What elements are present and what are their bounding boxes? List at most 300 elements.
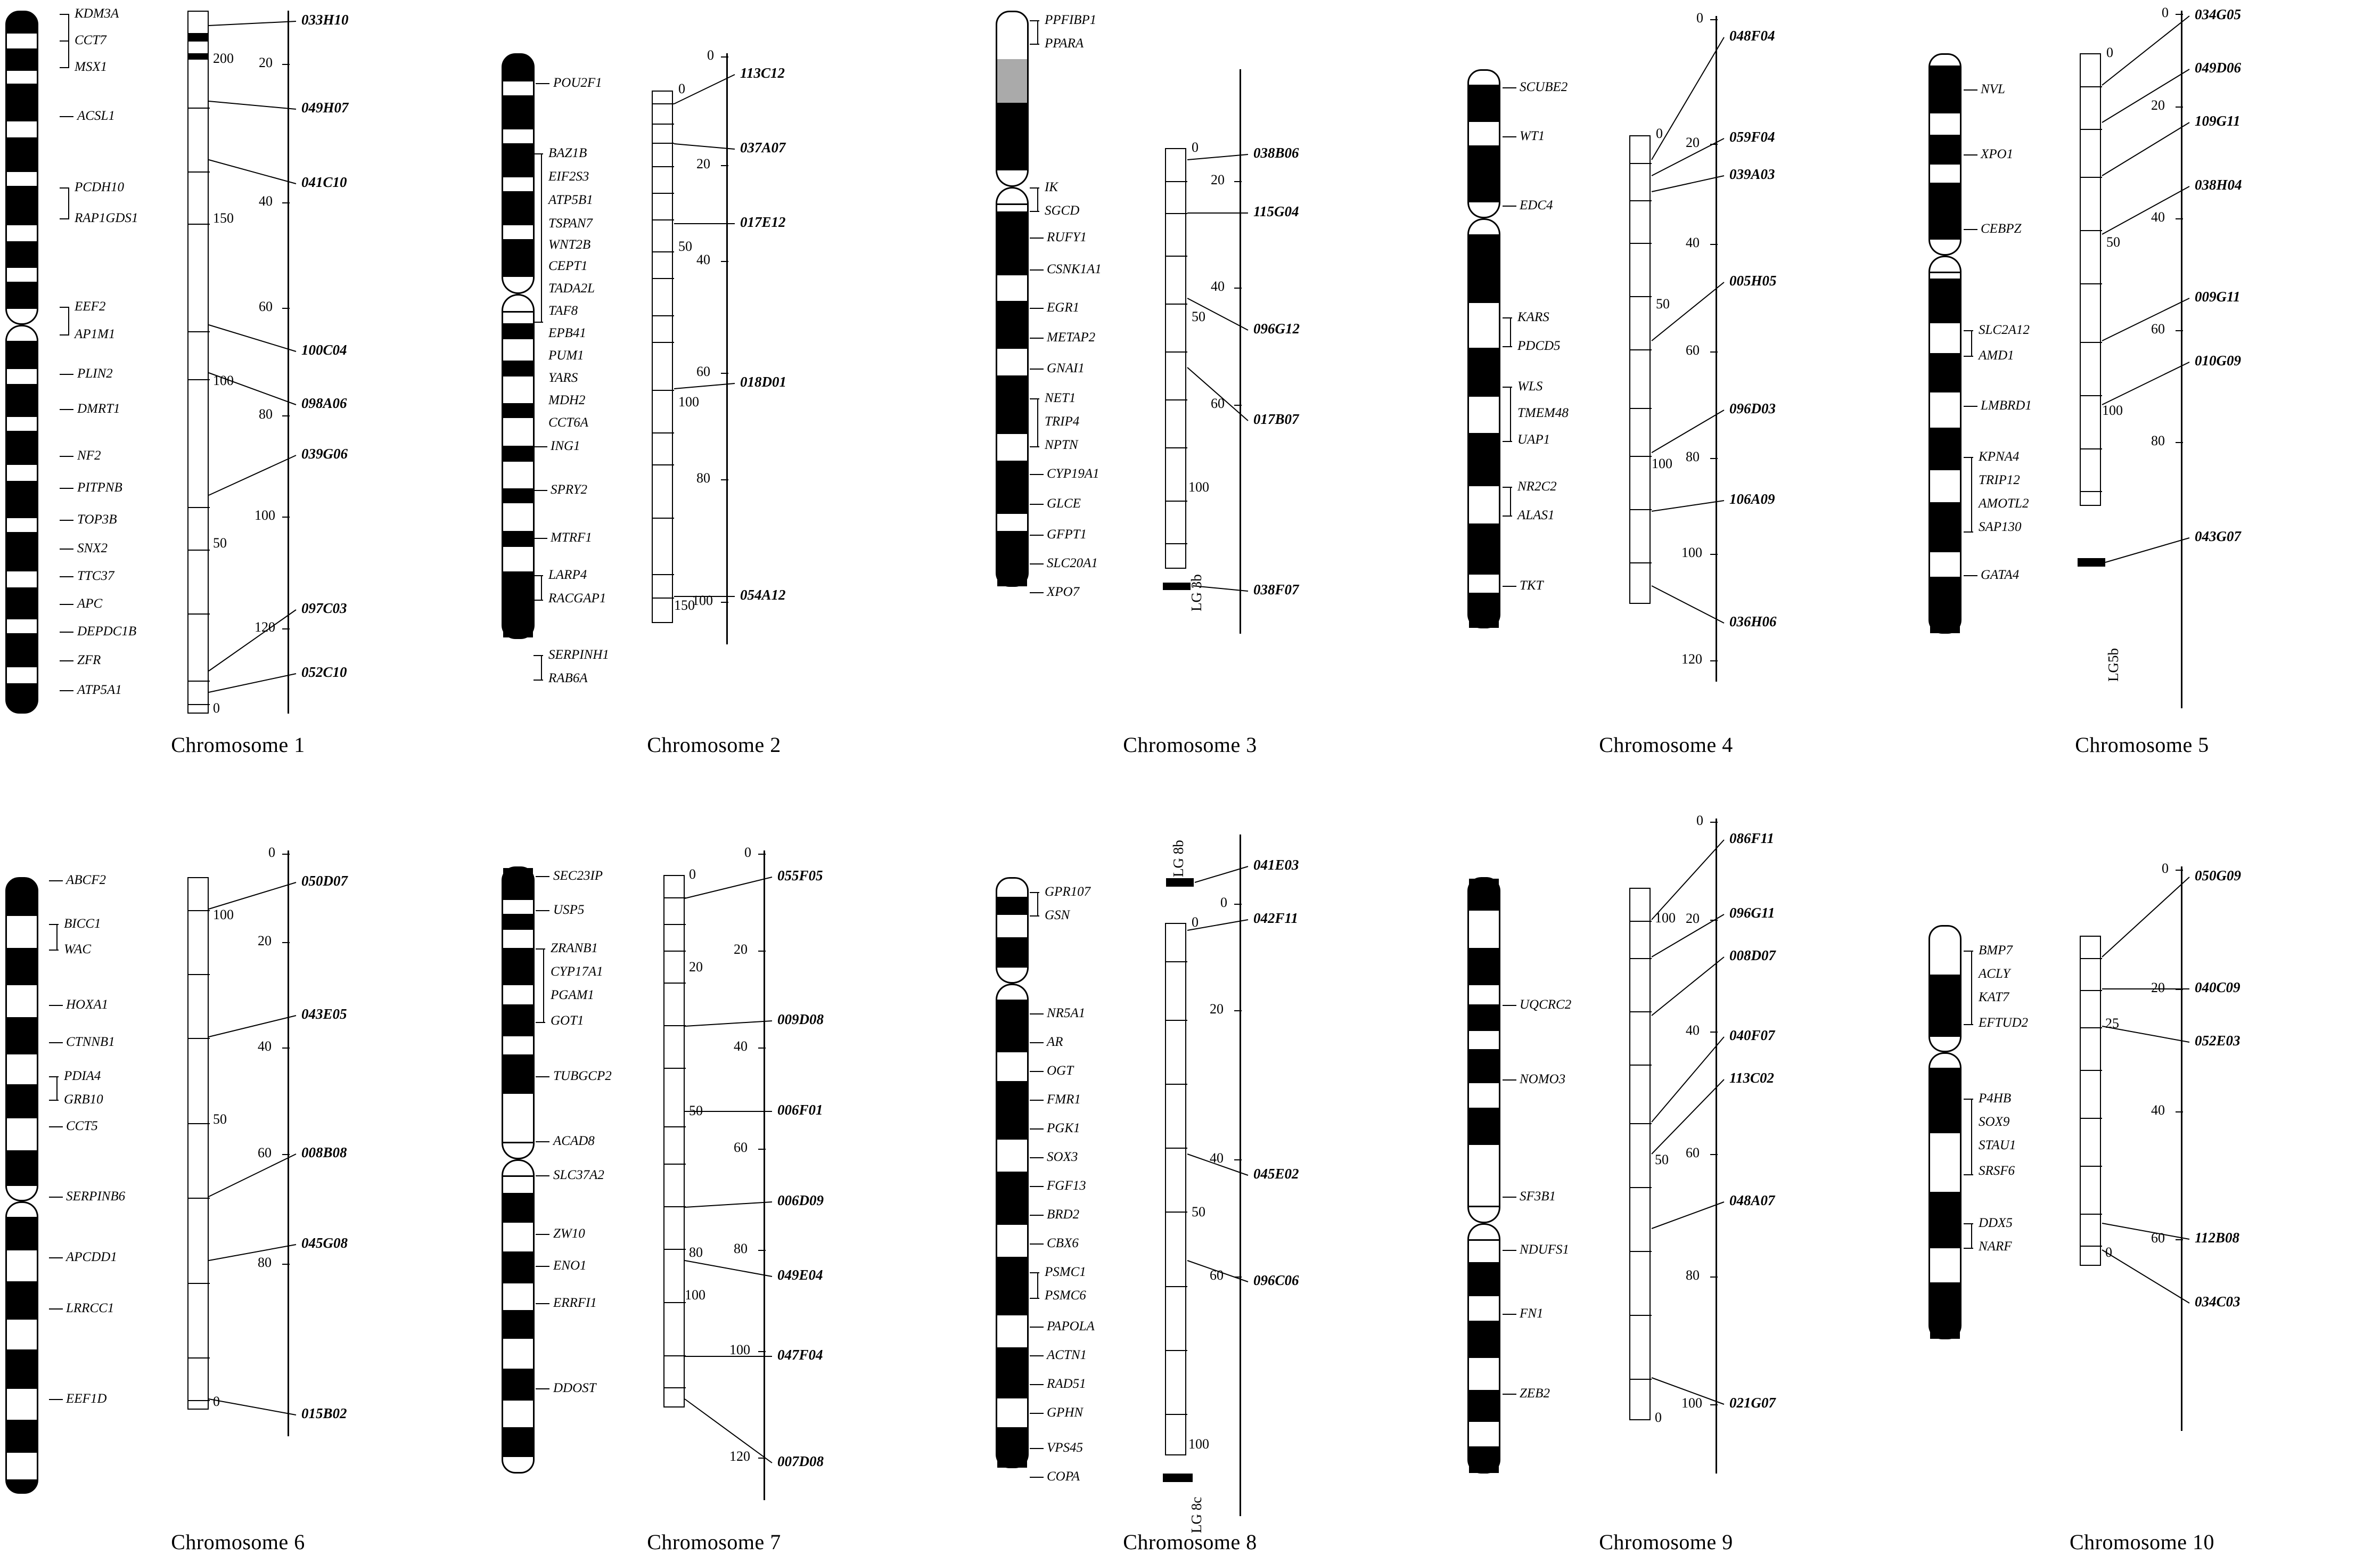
gene-label: BRD2 bbox=[1047, 1207, 1080, 1222]
gene-label: WNT2B bbox=[548, 238, 591, 252]
lg-scale-label: 100 bbox=[685, 1287, 705, 1303]
gene-label: ACAD8 bbox=[553, 1134, 595, 1148]
gene-label: SAP130 bbox=[1979, 520, 2022, 534]
bac-clone-label: 100C04 bbox=[301, 342, 347, 358]
panel-caption: Chromosome 5 bbox=[2075, 733, 2209, 757]
lg-scale-label: 150 bbox=[213, 210, 234, 226]
lg-scale-label: 50 bbox=[2106, 234, 2120, 250]
gene-label: KAT7 bbox=[1979, 990, 2009, 1004]
bac-clone-label: 050D07 bbox=[301, 873, 348, 889]
gene-label: ZRANB1 bbox=[551, 941, 598, 955]
gene-label: UAP1 bbox=[1517, 432, 1550, 447]
panel-chromosome-9 bbox=[1428, 781, 1904, 1562]
gene-label: GNAI1 bbox=[1047, 361, 1085, 375]
gene-label: EPB41 bbox=[548, 326, 586, 340]
gene-label: GSN bbox=[1045, 908, 1070, 922]
gene-label: AMD1 bbox=[1979, 348, 2014, 363]
lg-scale-label: 50 bbox=[689, 1103, 703, 1118]
axis-tick-label: 100 bbox=[255, 508, 275, 523]
bac-clone-label: 055F05 bbox=[777, 868, 823, 883]
axis-tick-label: 0 bbox=[1696, 10, 1703, 26]
gene-label: PSMC6 bbox=[1045, 1288, 1086, 1303]
gene-label: ALAS1 bbox=[1517, 508, 1555, 522]
gene-label: XPO7 bbox=[1047, 585, 1080, 599]
gene-label: LMBRD1 bbox=[1981, 398, 2032, 413]
gene-label: CCT7 bbox=[75, 33, 106, 47]
gene-label: PUM1 bbox=[548, 348, 584, 363]
axis-tick-label: 20 bbox=[258, 933, 272, 948]
axis-tick-label: 120 bbox=[1681, 651, 1702, 667]
panel-caption: Chromosome 4 bbox=[1599, 733, 1733, 757]
gene-label: ZW10 bbox=[553, 1226, 585, 1241]
lg-scale-label: 0 bbox=[1192, 140, 1199, 155]
gene-label: ACTN1 bbox=[1047, 1348, 1087, 1362]
axis-tick-label: 40 bbox=[734, 1038, 748, 1054]
bac-clone-label: 109G11 bbox=[2195, 113, 2241, 129]
bac-clone-label: 050G09 bbox=[2195, 868, 2241, 883]
axis-tick-label: 100 bbox=[692, 593, 713, 608]
gene-label: PITPNB bbox=[77, 480, 122, 495]
gene-label: SGCD bbox=[1045, 203, 1080, 218]
connector-lines-chr5 bbox=[1904, 0, 2380, 746]
lg-scale-label: 100 bbox=[2102, 403, 2123, 418]
gene-label: APC bbox=[77, 596, 103, 611]
gene-label: RAP1GDS1 bbox=[75, 211, 138, 225]
bac-clone-label: 096G11 bbox=[1729, 905, 1775, 921]
bac-clone-label: 007D08 bbox=[777, 1453, 824, 1469]
axis-tick-label: 60 bbox=[1686, 342, 1700, 358]
panel-caption: Chromosome 6 bbox=[171, 1530, 305, 1554]
gene-label: PGK1 bbox=[1047, 1121, 1080, 1135]
bac-clone-label: 054A12 bbox=[740, 587, 786, 603]
bac-clone-label: 009G11 bbox=[2195, 289, 2241, 305]
gene-label: TSPAN7 bbox=[548, 216, 593, 231]
bac-clone-label: 034C03 bbox=[2195, 1294, 2241, 1310]
axis-tick-label: 60 bbox=[258, 1145, 272, 1160]
bac-clone-label: 048F04 bbox=[1729, 28, 1775, 44]
lg-scale-label: 50 bbox=[1656, 296, 1670, 312]
gene-label: ZFR bbox=[77, 653, 101, 667]
connector-lines-chr10 bbox=[1904, 781, 2380, 1527]
axis-tick-label: 80 bbox=[2151, 433, 2165, 448]
lg-scale-label: 0 bbox=[2106, 45, 2113, 60]
gene-label: TRIP4 bbox=[1045, 414, 1080, 429]
axis-tick-label: 60 bbox=[1686, 1145, 1700, 1160]
gene-label: PGAM1 bbox=[551, 988, 594, 1002]
gene-label: TOP3B bbox=[77, 512, 117, 527]
bac-clone-label: 048A07 bbox=[1729, 1192, 1775, 1208]
bac-clone-label: 015B02 bbox=[301, 1405, 347, 1421]
gene-label: ATP5B1 bbox=[548, 193, 593, 207]
lg-scale-label: 100 bbox=[1655, 910, 1676, 926]
gene-label: UQCRC2 bbox=[1520, 997, 1572, 1012]
axis-tick-label: 80 bbox=[1686, 1267, 1700, 1283]
panel-chromosome-5 bbox=[1904, 0, 2380, 781]
panel-caption: Chromosome 1 bbox=[171, 733, 305, 757]
axis-tick-label: 60 bbox=[1211, 396, 1225, 411]
gene-label: NARF bbox=[1979, 1239, 2012, 1254]
axis-tick-label: 0 bbox=[1696, 813, 1703, 828]
gene-label: ABCF2 bbox=[66, 873, 106, 887]
axis-tick-label: 40 bbox=[259, 193, 273, 209]
gene-label: TRIP12 bbox=[1979, 473, 2020, 487]
bac-clone-label: 052C10 bbox=[301, 664, 347, 680]
bac-clone-label: 115G04 bbox=[1253, 203, 1299, 219]
gene-label: NR2C2 bbox=[1517, 479, 1557, 494]
gene-label: BAZ1B bbox=[548, 146, 587, 160]
axis-tick-label: 0 bbox=[1220, 895, 1227, 910]
panel-chromosome-4 bbox=[1428, 0, 1904, 781]
bac-clone-label: 038F07 bbox=[1253, 582, 1299, 598]
lg-scale-label: 50 bbox=[1655, 1152, 1669, 1167]
gene-label: DDX5 bbox=[1979, 1216, 2013, 1230]
gene-label: KDM3A bbox=[75, 6, 119, 21]
gene-label: POU2F1 bbox=[553, 76, 602, 90]
gene-label: TTC37 bbox=[77, 569, 114, 583]
lg-scale-label: 0 bbox=[689, 866, 696, 882]
axis-tick-label: 20 bbox=[1686, 135, 1700, 150]
lg-scale-label: 50 bbox=[1192, 309, 1205, 324]
gene-label: GFPT1 bbox=[1047, 527, 1087, 542]
gene-label: APCDD1 bbox=[66, 1250, 117, 1264]
bac-clone-label: 038B06 bbox=[1253, 145, 1299, 161]
gene-label: KARS bbox=[1517, 310, 1549, 324]
gene-label: PSMC1 bbox=[1045, 1265, 1086, 1279]
bac-clone-label: 038H04 bbox=[2195, 177, 2242, 193]
gene-label: TADA2L bbox=[548, 281, 595, 296]
gene-label: PPFIBP1 bbox=[1045, 13, 1097, 27]
gene-label: CSNK1A1 bbox=[1047, 262, 1102, 276]
bac-clone-label: 106A09 bbox=[1729, 491, 1775, 507]
panel-chromosome-10 bbox=[1904, 781, 2380, 1562]
gene-label: NPTN bbox=[1045, 438, 1078, 452]
panel-caption: Chromosome 8 bbox=[1123, 1530, 1257, 1554]
bac-clone-label: 039G06 bbox=[301, 446, 348, 462]
gene-label: SPRY2 bbox=[551, 482, 587, 497]
panel-chromosome-2 bbox=[476, 0, 952, 781]
lg-scale-label: 0 bbox=[2105, 1245, 2112, 1260]
gene-label: NOMO3 bbox=[1520, 1072, 1566, 1086]
bac-clone-label: 010G09 bbox=[2195, 353, 2241, 369]
gene-label: CEBPZ bbox=[1981, 222, 2022, 236]
axis-tick-label: 120 bbox=[729, 1449, 750, 1464]
axis-tick-label: 0 bbox=[2162, 5, 2169, 20]
gene-label: SRSF6 bbox=[1979, 1164, 2015, 1178]
lg-scale-label: 50 bbox=[1192, 1204, 1205, 1220]
gene-label: FGF13 bbox=[1047, 1179, 1086, 1193]
gene-label: NET1 bbox=[1045, 391, 1076, 405]
axis-tick-label: 60 bbox=[259, 299, 273, 314]
gene-label: EFTUD2 bbox=[1979, 1016, 2029, 1030]
lg-scale-label: 20 bbox=[689, 959, 703, 975]
bac-clone-label: 096C06 bbox=[1253, 1272, 1299, 1288]
axis-tick-label: 40 bbox=[1210, 1150, 1224, 1166]
bac-clone-label: 045E02 bbox=[1253, 1166, 1299, 1182]
gene-label: PCDH10 bbox=[75, 180, 125, 194]
gene-label: ENO1 bbox=[553, 1258, 587, 1273]
gene-label: NDUFS1 bbox=[1520, 1242, 1570, 1257]
connector-lines-chr7 bbox=[476, 781, 952, 1527]
bac-clone-label: 045G08 bbox=[301, 1235, 348, 1251]
gene-label: NR5A1 bbox=[1047, 1006, 1086, 1020]
lg-scale-label: 100 bbox=[1188, 479, 1209, 495]
linkage-group-name: LG 8c bbox=[1188, 1496, 1204, 1533]
axis-tick-label: 20 bbox=[1210, 1001, 1224, 1017]
gene-label: CCT6A bbox=[548, 415, 589, 430]
bac-clone-label: 017B07 bbox=[1253, 411, 1299, 427]
gene-label: EDC4 bbox=[1520, 198, 1553, 212]
panel-chromosome-8 bbox=[952, 781, 1428, 1562]
gene-label: GLCE bbox=[1047, 496, 1081, 511]
gene-label: TKT bbox=[1520, 578, 1544, 593]
lg-scale-label: 80 bbox=[689, 1245, 703, 1260]
bac-clone-label: 008D07 bbox=[1729, 947, 1776, 963]
axis-tick-label: 40 bbox=[2151, 209, 2165, 225]
gene-label: DDOST bbox=[553, 1381, 596, 1395]
bac-clone-label: 112B08 bbox=[2195, 1230, 2240, 1246]
lg-scale-label: 100 bbox=[213, 907, 234, 922]
lg-scale-label: 100 bbox=[678, 394, 699, 410]
gene-label: DMRT1 bbox=[77, 402, 120, 416]
connector-lines-chr9 bbox=[1428, 781, 1904, 1527]
gene-label: SERPINB6 bbox=[66, 1189, 126, 1204]
bac-clone-label: 096D03 bbox=[1729, 400, 1776, 416]
axis-tick-label: 60 bbox=[2151, 321, 2165, 337]
gene-label: ACSL1 bbox=[77, 109, 115, 123]
linkage-group-name: LG 3b bbox=[1188, 574, 1204, 611]
gene-label: PDCD5 bbox=[1517, 339, 1561, 353]
gene-label: RACGAP1 bbox=[548, 591, 606, 605]
gene-label: RAD51 bbox=[1047, 1377, 1086, 1391]
gene-label: WAC bbox=[64, 942, 92, 956]
bac-clone-label: 006D09 bbox=[777, 1192, 824, 1208]
axis-tick-label: 40 bbox=[258, 1038, 272, 1054]
gene-label: GATA4 bbox=[1981, 568, 2020, 582]
gene-label: GPR107 bbox=[1045, 885, 1091, 899]
bac-clone-label: 059F04 bbox=[1729, 129, 1775, 145]
panel-caption: Chromosome 10 bbox=[2069, 1530, 2215, 1554]
bac-clone-label: 041C10 bbox=[301, 174, 347, 190]
connector-lines-chr6 bbox=[0, 781, 476, 1527]
bac-clone-label: 018D01 bbox=[740, 374, 786, 390]
lg-scale-label: 0 bbox=[1655, 1410, 1662, 1425]
panel-chromosome-1 bbox=[0, 0, 476, 781]
gene-label: ERRFI1 bbox=[553, 1296, 597, 1310]
panel-caption: Chromosome 3 bbox=[1123, 733, 1257, 757]
gene-label: SERPINH1 bbox=[548, 648, 609, 662]
gene-label: P4HB bbox=[1979, 1091, 2012, 1106]
lg-scale-label: 100 bbox=[213, 373, 234, 388]
gene-label: AMOTL2 bbox=[1979, 496, 2029, 511]
connector-lines-chr3 bbox=[952, 0, 1428, 746]
gene-label: BICC1 bbox=[64, 916, 101, 931]
gene-label: WT1 bbox=[1520, 129, 1545, 143]
axis-tick-label: 40 bbox=[2151, 1102, 2165, 1118]
axis-tick-label: 40 bbox=[1686, 1022, 1700, 1038]
axis-tick-label: 60 bbox=[734, 1140, 748, 1155]
bac-clone-label: 043E05 bbox=[301, 1006, 347, 1022]
gene-label: MTRF1 bbox=[551, 530, 592, 545]
gene-label: DEPDC1B bbox=[77, 624, 137, 639]
gene-label: OGT bbox=[1047, 1063, 1074, 1078]
axis-tick-label: 100 bbox=[729, 1342, 750, 1357]
axis-tick-label: 80 bbox=[1686, 449, 1700, 464]
bac-clone-label: 098A06 bbox=[301, 395, 347, 411]
gene-label: METAP2 bbox=[1047, 330, 1096, 345]
gene-label: VPS45 bbox=[1047, 1441, 1084, 1455]
gene-label: PLIN2 bbox=[77, 366, 113, 381]
bac-clone-label: 113C02 bbox=[1729, 1070, 1775, 1086]
axis-tick-label: 100 bbox=[1681, 545, 1702, 560]
bac-clone-label: 033H10 bbox=[301, 12, 349, 28]
gene-label: BMP7 bbox=[1979, 943, 2013, 958]
gene-label: TAF8 bbox=[548, 304, 578, 318]
axis-tick-label: 20 bbox=[1686, 911, 1700, 926]
axis-tick-label: 80 bbox=[696, 470, 710, 486]
gene-label: SF3B1 bbox=[1520, 1189, 1556, 1204]
axis-tick-label: 80 bbox=[258, 1255, 272, 1270]
lg-scale-label: 0 bbox=[1656, 126, 1663, 141]
axis-tick-label: 0 bbox=[268, 845, 275, 860]
axis-tick-label: 60 bbox=[696, 364, 710, 379]
gene-label: CYP19A1 bbox=[1047, 467, 1099, 481]
axis-tick-label: 60 bbox=[2151, 1230, 2165, 1246]
lg-scale-label: 100 bbox=[1652, 456, 1672, 471]
gene-label: LARP4 bbox=[548, 568, 587, 582]
axis-tick-label: 20 bbox=[696, 156, 710, 171]
gene-label: CEPT1 bbox=[548, 259, 588, 273]
bac-clone-label: 043G07 bbox=[2195, 528, 2241, 544]
gene-label: FN1 bbox=[1520, 1306, 1544, 1321]
gene-label: TUBGCP2 bbox=[553, 1069, 612, 1083]
panel-caption: Chromosome 2 bbox=[647, 733, 781, 757]
panel-chromosome-6 bbox=[0, 781, 476, 1562]
gene-label: WLS bbox=[1517, 379, 1543, 394]
bac-clone-label: 005H05 bbox=[1729, 273, 1777, 289]
axis-tick-label: 40 bbox=[1211, 279, 1225, 294]
gene-label: AP1M1 bbox=[75, 327, 116, 341]
gene-label: NF2 bbox=[77, 448, 101, 463]
gene-label: EEF1D bbox=[66, 1392, 107, 1406]
axis-tick-label: 40 bbox=[696, 252, 710, 267]
gene-label: MSX1 bbox=[75, 60, 108, 74]
gene-label: KPNA4 bbox=[1979, 449, 2020, 464]
gene-label: PDIA4 bbox=[64, 1069, 101, 1083]
connector-lines-chr4 bbox=[1428, 0, 1904, 746]
panel-chromosome-3 bbox=[952, 0, 1428, 781]
gene-label: EIF2S3 bbox=[548, 169, 589, 184]
gene-label: USP5 bbox=[553, 903, 585, 917]
gene-label: CBX6 bbox=[1047, 1236, 1079, 1250]
gene-label: MDH2 bbox=[548, 393, 586, 407]
linkage-group-name: LG5b bbox=[2105, 648, 2121, 682]
lg-scale-label: 0 bbox=[213, 1394, 220, 1409]
gene-label: CTNNB1 bbox=[66, 1035, 115, 1049]
gene-label: PAPOLA bbox=[1047, 1319, 1095, 1333]
panel-caption: Chromosome 9 bbox=[1599, 1530, 1733, 1554]
lg-scale-label: 0 bbox=[213, 700, 220, 716]
gene-label: HOXA1 bbox=[66, 997, 109, 1012]
linkage-group-name: LG 8b bbox=[1170, 840, 1186, 877]
bac-clone-label: 017E12 bbox=[740, 214, 786, 230]
gene-label: TMEM48 bbox=[1517, 406, 1569, 420]
bac-clone-label: 041E03 bbox=[1253, 857, 1299, 873]
gene-label: ATP5A1 bbox=[77, 683, 122, 697]
bac-clone-label: 034G05 bbox=[2195, 6, 2241, 22]
gene-label: SLC20A1 bbox=[1047, 556, 1098, 570]
axis-tick-label: 0 bbox=[707, 47, 714, 63]
axis-tick-label: 20 bbox=[2151, 97, 2165, 113]
gene-label: EGR1 bbox=[1047, 300, 1080, 315]
gene-label: GOT1 bbox=[551, 1013, 584, 1028]
gene-label: RAB6A bbox=[548, 671, 588, 685]
connector-lines-chr8 bbox=[952, 781, 1428, 1527]
lg-scale-label: 50 bbox=[678, 239, 692, 254]
connector-lines-chr1 bbox=[0, 0, 476, 746]
gene-label: AR bbox=[1047, 1035, 1063, 1049]
lg-scale-label: 25 bbox=[2105, 1016, 2119, 1031]
gene-label: STAU1 bbox=[1979, 1138, 2016, 1152]
bac-clone-label: 036H06 bbox=[1729, 613, 1777, 629]
gene-label: FMR1 bbox=[1047, 1092, 1081, 1107]
lg-scale-label: 100 bbox=[1188, 1436, 1209, 1452]
bac-clone-label: 097C03 bbox=[301, 600, 347, 616]
gene-label: ZEB2 bbox=[1520, 1386, 1550, 1401]
gene-label: YARS bbox=[548, 371, 578, 385]
bac-clone-label: 037A07 bbox=[740, 140, 786, 156]
bac-clone-label: 042F11 bbox=[1253, 910, 1299, 926]
bac-clone-label: 006F01 bbox=[777, 1102, 823, 1118]
axis-tick-label: 100 bbox=[1681, 1395, 1702, 1411]
gene-label: PPARA bbox=[1045, 36, 1084, 51]
axis-tick-label: 0 bbox=[2162, 861, 2169, 876]
bac-clone-label: 039A03 bbox=[1729, 166, 1775, 182]
bac-clone-label: 008B08 bbox=[301, 1144, 347, 1160]
bac-clone-label: 009D08 bbox=[777, 1011, 824, 1027]
gene-label: LRRCC1 bbox=[66, 1301, 114, 1315]
bac-clone-label: 049H07 bbox=[301, 100, 349, 116]
bac-clone-label: 086F11 bbox=[1729, 830, 1775, 846]
bac-clone-label: 040F07 bbox=[1729, 1027, 1775, 1043]
bac-clone-label: 021G07 bbox=[1729, 1395, 1776, 1411]
gene-label: SEC23IP bbox=[553, 869, 603, 883]
gene-label: SCUBE2 bbox=[1520, 80, 1568, 94]
connector-lines-chr2 bbox=[476, 0, 952, 746]
axis-tick-label: 60 bbox=[1210, 1267, 1224, 1283]
gene-label: CYP17A1 bbox=[551, 964, 603, 979]
gene-label: SLC2A12 bbox=[1979, 323, 2030, 337]
gene-label: RUFY1 bbox=[1047, 230, 1087, 244]
gene-label: XPO1 bbox=[1981, 147, 2014, 161]
gene-label: IK bbox=[1045, 180, 1058, 194]
gene-label: EEF2 bbox=[75, 299, 106, 314]
gene-label: GPHN bbox=[1047, 1405, 1084, 1420]
gene-label: COPA bbox=[1047, 1469, 1080, 1484]
axis-tick-label: 40 bbox=[1686, 235, 1700, 250]
gene-label: CCT5 bbox=[66, 1119, 98, 1133]
axis-tick-label: 20 bbox=[1211, 172, 1225, 187]
axis-tick-label: 0 bbox=[744, 845, 751, 860]
bac-clone-label: 047F04 bbox=[777, 1347, 823, 1363]
lg-scale-label: 200 bbox=[213, 51, 234, 66]
lg-scale-label: 50 bbox=[213, 1111, 227, 1127]
bac-clone-label: 040C09 bbox=[2195, 979, 2241, 995]
axis-tick-label: 20 bbox=[259, 55, 273, 70]
bac-clone-label: 052E03 bbox=[2195, 1033, 2241, 1049]
lg-scale-label: 0 bbox=[678, 81, 685, 96]
gene-label: SLC37A2 bbox=[553, 1168, 604, 1182]
axis-tick-label: 80 bbox=[259, 406, 273, 422]
